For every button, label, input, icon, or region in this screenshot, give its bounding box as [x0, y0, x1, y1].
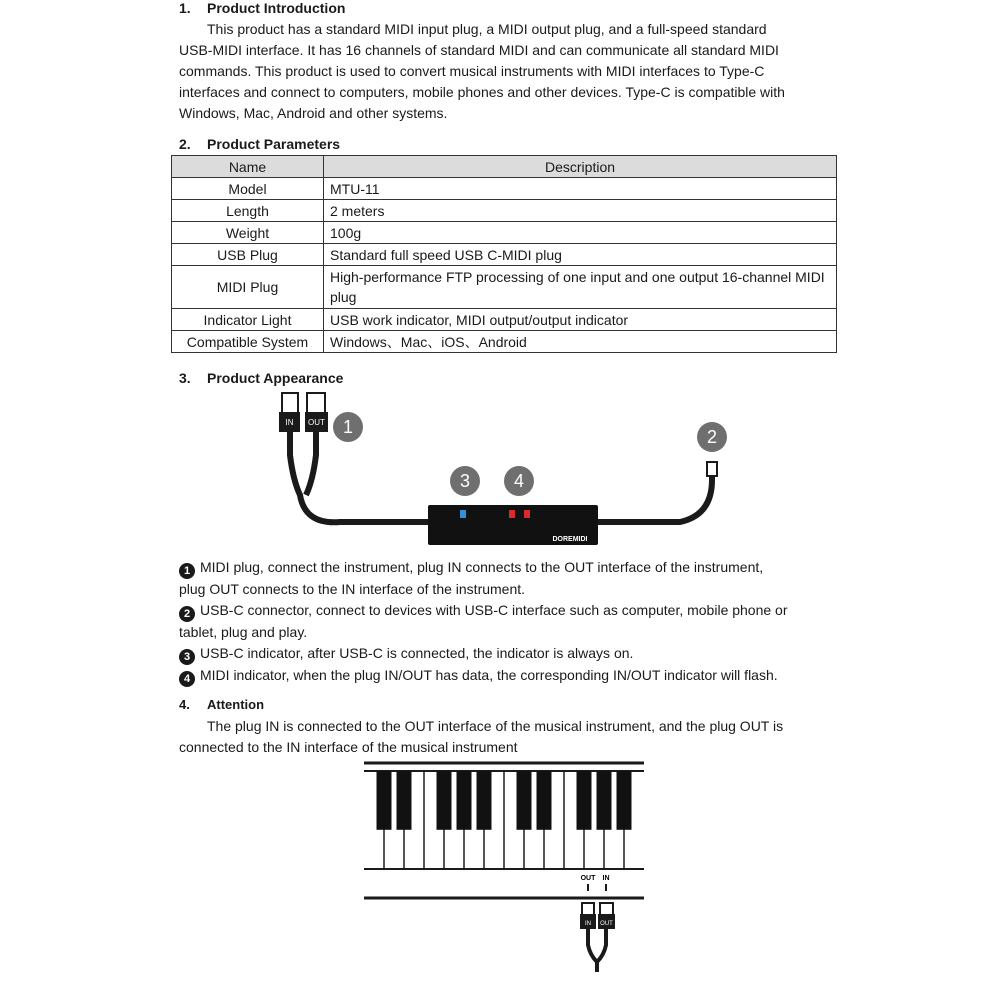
black-key: [397, 771, 412, 830]
param-name: Length: [172, 200, 324, 222]
section1-title: Product Introduction: [207, 0, 346, 16]
param-desc: USB work indicator, MIDI output/output indicator: [324, 309, 837, 331]
black-key: [577, 771, 592, 830]
attention-out-plug-tip: [600, 903, 613, 915]
section4-number: 4.: [179, 697, 190, 712]
legend-marker: 3: [179, 649, 195, 665]
keyboard-in-port-label: IN: [602, 875, 610, 882]
black-key: [617, 771, 632, 830]
section4-title: Attention: [207, 697, 265, 712]
section3-title: Product Appearance: [207, 370, 344, 386]
param-desc: Windows、Mac、iOS、Android: [324, 331, 837, 353]
legend-text-cont: tablet, plug and play.: [179, 624, 308, 640]
black-key: [517, 771, 532, 830]
intro-line: This product has a standard MIDI input plug, a MIDI output plug, and a full-speed standard: [207, 21, 767, 37]
legend-marker: 2: [179, 606, 195, 622]
param-desc: MTU-11: [324, 178, 837, 200]
legend-text-cont: plug OUT connects to the IN interface of the instrument.: [179, 581, 526, 597]
param-desc: Standard full speed USB C-MIDI plug: [324, 244, 837, 266]
intro-line: Windows, Mac, Android and other systems.: [179, 105, 448, 121]
callout-4: 4: [504, 466, 534, 496]
section1-number: 1.: [179, 0, 191, 16]
header-description: Description: [324, 156, 837, 178]
param-name: Model: [172, 178, 324, 200]
section3-number: 3.: [179, 370, 191, 386]
attention-line: The plug IN is connected to the OUT interface of the musical instrument, and the plug OUT is: [207, 718, 784, 734]
black-key: [437, 771, 452, 830]
param-name: USB Plug: [172, 244, 324, 266]
black-key: [377, 771, 392, 830]
param-desc: 100g: [324, 222, 837, 244]
black-key: [457, 771, 472, 830]
brand-label: DOREMIDI: [552, 536, 588, 543]
legend-marker: 1: [179, 563, 195, 579]
midi-in-label: IN: [285, 418, 294, 427]
param-name: Weight: [172, 222, 324, 244]
section2-title: Product Parameters: [207, 136, 341, 152]
callout-2: 2: [697, 422, 727, 452]
section2-number: 2.: [179, 136, 191, 152]
param-desc: High-performance FTP processing of one input and one output 16-channel MIDI plug: [324, 266, 837, 309]
param-name: MIDI Plug: [172, 266, 324, 309]
legend-text: USB-C connector, connect to devices with USB-C interface such as computer, mobile phone or: [200, 602, 788, 618]
keyboard-keys: [377, 771, 632, 869]
attention-in-cable: [588, 929, 597, 972]
param-name: Compatible System: [172, 331, 324, 353]
black-key: [537, 771, 552, 830]
callout-1: 1: [333, 412, 363, 442]
header-name: Name: [172, 156, 324, 178]
midi-out-label: OUT: [308, 418, 325, 427]
attention-out-label: OUT: [600, 921, 613, 927]
attention-in-plug-tip: [582, 903, 594, 915]
legend-marker: 4: [179, 671, 195, 687]
black-key: [477, 771, 492, 830]
black-key: [597, 771, 612, 830]
attention-out-cable: [597, 929, 606, 962]
attention-in-label: IN: [585, 921, 591, 927]
param-desc: 2 meters: [324, 200, 837, 222]
intro-line: commands. This product is used to convert musical instruments with MIDI interfaces to Type-C: [179, 63, 765, 79]
legend-text: MIDI plug, connect the instrument, plug IN connects to the OUT interface of the instrument,: [200, 559, 764, 575]
keyboard-out-port-label: OUT: [580, 875, 596, 882]
param-name: Indicator Light: [172, 309, 324, 331]
attention-line: connected to the IN interface of the musical instrument: [179, 739, 518, 755]
intro-line: USB-MIDI interface. It has 16 channels of standard MIDI and can communicate all standard MIDI: [179, 42, 779, 58]
legend-text: USB-C indicator, after USB-C is connected, the indicator is always on.: [200, 645, 634, 661]
legend-text: MIDI indicator, when the plug IN/OUT has data, the corresponding IN/OUT indicator will flash.: [200, 667, 778, 683]
intro-line: interfaces and connect to computers, mobile phones and other devices. Type-C is compatible with: [179, 84, 785, 100]
callout-3: 3: [450, 466, 480, 496]
